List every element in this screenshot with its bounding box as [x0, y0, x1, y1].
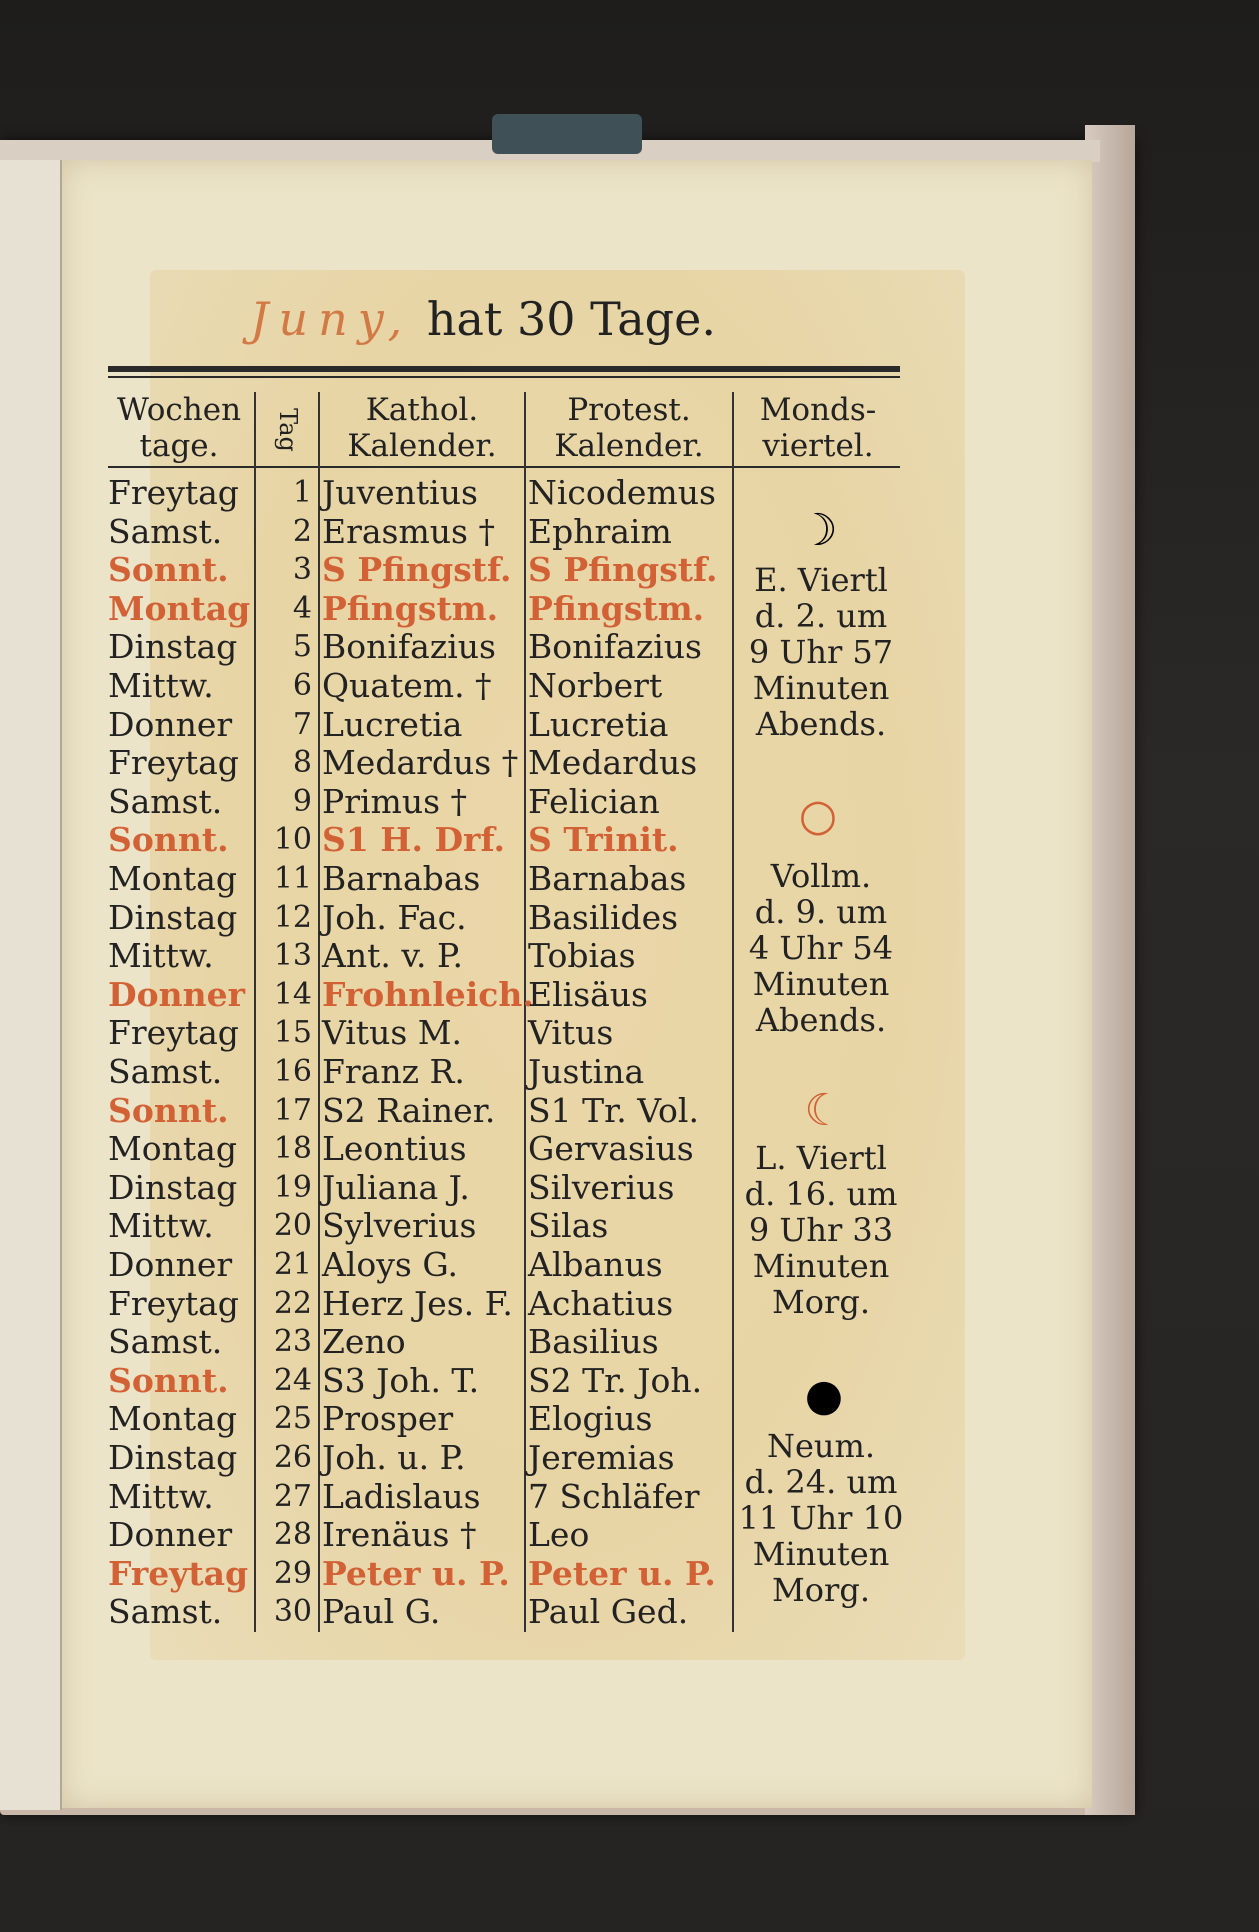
day-number-cell: 29	[273, 1555, 312, 1591]
protestant-feast-cell: Silas	[528, 1206, 609, 1246]
protestant-feast-cell: Peter u. P.	[528, 1553, 716, 1593]
protestant-feast-cell: Elisäus	[528, 974, 648, 1014]
table-row	[0, 744, 1259, 782]
catholic-feast-cell: Vitus M.	[322, 1013, 463, 1053]
catholic-feast-cell: Primus †	[322, 781, 468, 821]
catholic-feast-cell: S3 Joh. T.	[322, 1360, 480, 1400]
day-number-cell: 6	[292, 668, 312, 703]
table-row	[0, 899, 1259, 937]
day-number-cell: 19	[273, 1169, 312, 1205]
protestant-feast-cell: S2 Tr. Joh.	[528, 1360, 703, 1400]
day-number-cell: 5	[292, 629, 312, 665]
table-row	[0, 1169, 1259, 1207]
protestant-feast-cell: Silverius	[528, 1167, 675, 1207]
protestant-feast-cell: Leo	[528, 1515, 590, 1555]
weekday-cell: Freytag	[108, 743, 239, 783]
day-number-cell: 14	[273, 976, 312, 1012]
protestant-feast-cell: Medardus	[528, 743, 698, 783]
protestant-feast-cell: Albanus	[528, 1245, 663, 1284]
protestant-feast-cell: Paul Ged.	[528, 1592, 689, 1632]
table-row	[0, 937, 1259, 975]
first-quarter-text: E. Viertl d. 2. um 9 Uhr 57 Minuten Abends.	[748, 561, 894, 743]
weekday-cell: Sonnt.	[108, 1090, 229, 1130]
day-number-cell: 18	[273, 1131, 312, 1167]
protestant-feast-cell: Basilides	[528, 897, 679, 937]
protestant-feast-cell: Jeremias	[528, 1438, 675, 1477]
weekday-cell: Dinstag	[108, 627, 238, 667]
catholic-feast-cell: S1 H. Drf.	[322, 820, 505, 860]
catholic-feast-cell: Ant. v. P.	[322, 936, 464, 976]
last-quarter-text: L. Viertl d. 16. um 9 Uhr 33 Minuten Morg.	[744, 1139, 898, 1321]
catholic-feast-cell: Medardus †	[322, 743, 519, 783]
protestant-feast-cell: Barnabas	[528, 859, 687, 898]
table-row	[0, 667, 1259, 705]
table-row	[0, 1207, 1259, 1245]
weekday-cell: Sonnt.	[108, 820, 229, 860]
catholic-feast-cell: Frohnleich.	[322, 974, 534, 1014]
table-row	[0, 1478, 1259, 1516]
table-row	[0, 1246, 1259, 1284]
weekday-cell: Montag	[108, 588, 251, 628]
weekday-cell: Sonnt.	[108, 550, 229, 590]
header-moon-phases: Monds- viertel.	[759, 392, 877, 464]
weekday-cell: Dinstag	[108, 1438, 238, 1477]
day-number-cell: 25	[273, 1401, 312, 1437]
protestant-feast-cell: Bonifazius	[528, 627, 702, 667]
day-number-cell: 13	[273, 938, 312, 974]
catholic-feast-cell: Ladislaus	[322, 1476, 481, 1516]
day-number-cell: 2	[292, 513, 312, 549]
table-row	[0, 1555, 1259, 1593]
full-moon-icon: ○	[798, 790, 838, 841]
catholic-feast-cell: Sylverius	[322, 1206, 477, 1246]
weekday-cell: Freytag	[108, 1553, 249, 1593]
catholic-feast-cell: Herz Jes. F.	[322, 1283, 513, 1323]
table-row	[0, 783, 1259, 821]
catholic-feast-cell: Peter u. P.	[322, 1553, 510, 1593]
weekday-cell: Samst.	[108, 1322, 223, 1362]
table-row	[0, 1285, 1259, 1323]
catholic-feast-cell: Joh. Fac.	[322, 897, 467, 937]
day-number-cell: 3	[292, 552, 312, 588]
table-row	[0, 1516, 1259, 1554]
weekday-cell: Samst.	[108, 511, 223, 551]
day-number-cell: 24	[273, 1362, 312, 1398]
protestant-feast-cell: Elogius	[528, 1399, 653, 1439]
header-day-number: Tag	[274, 408, 303, 452]
table-row	[0, 590, 1259, 628]
month-name: Juny,	[250, 292, 413, 346]
table-row	[0, 706, 1259, 744]
protestant-feast-cell: Achatius	[528, 1283, 674, 1323]
protestant-feast-cell: Norbert	[528, 666, 663, 705]
weekday-cell: Donner	[108, 704, 233, 744]
catholic-feast-cell: S Pfingstf.	[322, 550, 512, 590]
catholic-feast-cell: Prosper	[322, 1399, 454, 1439]
weekday-cell: Freytag	[108, 1013, 239, 1053]
protestant-feast-cell: Gervasius	[528, 1129, 694, 1169]
weekday-cell: Mittw.	[108, 1206, 214, 1246]
weekday-cell: Montag	[108, 1129, 237, 1169]
day-number-cell: 10	[273, 822, 312, 858]
catholic-feast-cell: S2 Rainer.	[322, 1090, 496, 1130]
header-weekdays: Wochen tage.	[116, 392, 242, 464]
top-rule-thin	[108, 376, 900, 378]
protestant-feast-cell: Vitus	[528, 1013, 614, 1053]
protestant-feast-cell: Lucretia	[528, 704, 669, 744]
day-number-cell: 8	[292, 745, 312, 781]
protestant-feast-cell: S1 Tr. Vol.	[528, 1090, 699, 1130]
table-row	[0, 1130, 1259, 1168]
new-moon-text: Neum. d. 24. um 11 Uhr 10 Minuten Morg.	[738, 1427, 904, 1609]
table-row	[0, 474, 1259, 512]
catholic-feast-cell: Juliana J.	[322, 1167, 470, 1207]
weekday-cell: Mittw.	[108, 1476, 214, 1516]
protestant-feast-cell: Felician	[528, 781, 660, 821]
catholic-feast-cell: Zeno	[322, 1322, 406, 1362]
day-number-cell: 21	[273, 1247, 312, 1282]
weekday-cell: Donner	[108, 974, 245, 1014]
header-protestant: Protest. Kalender.	[554, 392, 704, 464]
protestant-feast-cell: Tobias	[528, 936, 636, 976]
table-row	[0, 1439, 1259, 1477]
day-number-cell: 11	[273, 861, 312, 896]
day-number-cell: 22	[273, 1285, 312, 1321]
catholic-feast-cell: Pfingstm.	[322, 588, 499, 628]
protestant-feast-cell: Justina	[528, 1052, 645, 1091]
catholic-feast-cell: Paul G.	[322, 1592, 441, 1632]
table-row	[0, 1362, 1259, 1400]
weekday-cell: Sonnt.	[108, 1360, 229, 1400]
new-moon-icon: ●	[804, 1370, 844, 1421]
weekday-cell: Mittw.	[108, 936, 214, 976]
day-number-cell: 30	[273, 1594, 312, 1630]
catholic-feast-cell: Lucretia	[322, 704, 463, 744]
last-quarter-icon: ☾	[804, 1085, 844, 1136]
weekday-cell: Montag	[108, 1399, 237, 1439]
protestant-feast-cell: Pfingstm.	[528, 588, 705, 628]
protestant-feast-cell: S Pfingstf.	[528, 550, 718, 590]
day-number-cell: 20	[273, 1208, 312, 1244]
catholic-feast-cell: Franz R.	[322, 1052, 465, 1091]
day-number-cell: 27	[273, 1478, 312, 1514]
table-row	[0, 976, 1259, 1014]
weekday-cell: Samst.	[108, 1052, 223, 1091]
weekday-cell: Donner	[108, 1515, 233, 1555]
table-row	[0, 551, 1259, 589]
day-number-cell: 1	[292, 475, 312, 510]
day-number-cell: 9	[292, 783, 312, 819]
weekday-cell: Mittw.	[108, 666, 214, 705]
catholic-feast-cell: Barnabas	[322, 859, 481, 898]
protestant-feast-cell: Nicodemus	[528, 473, 716, 512]
table-row	[0, 1400, 1259, 1438]
catholic-feast-cell: Leontius	[322, 1129, 467, 1169]
full-moon-text: Vollm. d. 9. um 4 Uhr 54 Minuten Abends.	[748, 857, 894, 1039]
top-rule-thick	[108, 366, 900, 372]
catholic-feast-cell: Juventius	[322, 473, 478, 512]
protestant-feast-cell: 7 Schläfer	[528, 1476, 700, 1516]
table-row	[0, 628, 1259, 666]
weekday-cell: Freytag	[108, 473, 239, 512]
weekday-cell: Dinstag	[108, 897, 238, 937]
first-quarter-icon: ☽	[798, 505, 838, 556]
table-row	[0, 1323, 1259, 1361]
day-number-cell: 12	[273, 899, 312, 935]
catholic-feast-cell: Irenäus †	[322, 1515, 477, 1555]
page-title	[250, 292, 850, 352]
day-number-cell: 23	[273, 1324, 312, 1360]
day-number-cell: 26	[273, 1440, 312, 1475]
binding-tab	[492, 114, 642, 154]
table-row	[0, 821, 1259, 859]
table-row	[0, 513, 1259, 551]
weekday-cell: Dinstag	[108, 1167, 238, 1207]
day-number-cell: 7	[292, 706, 312, 742]
table-row	[0, 860, 1259, 898]
day-number-cell: 28	[273, 1517, 312, 1553]
header-catholic: Kathol. Kalender.	[347, 392, 497, 464]
table-row	[0, 1053, 1259, 1091]
header-rule	[108, 466, 900, 468]
catholic-feast-cell: Erasmus †	[322, 511, 495, 551]
month-days-count: hat 30 Tage.	[426, 292, 716, 346]
table-row	[0, 1014, 1259, 1052]
protestant-feast-cell: S Trinit.	[528, 820, 679, 860]
day-number-cell: 4	[292, 590, 312, 626]
catholic-feast-cell: Bonifazius	[322, 627, 496, 667]
table-row	[0, 1092, 1259, 1130]
weekday-cell: Donner	[108, 1245, 233, 1284]
catholic-feast-cell: Aloys G.	[322, 1245, 458, 1284]
weekday-cell: Freytag	[108, 1283, 239, 1323]
table-row	[0, 1593, 1259, 1631]
protestant-feast-cell: Basilius	[528, 1322, 659, 1362]
weekday-cell: Montag	[108, 859, 237, 898]
day-number-cell: 15	[273, 1015, 312, 1051]
catholic-feast-cell: Joh. u. P.	[322, 1438, 466, 1477]
weekday-cell: Samst.	[108, 781, 223, 821]
protestant-feast-cell: Ephraim	[528, 511, 672, 551]
day-number-cell: 16	[273, 1054, 312, 1089]
catholic-feast-cell: Quatem. †	[322, 666, 492, 705]
day-number-cell: 17	[273, 1092, 312, 1128]
weekday-cell: Samst.	[108, 1592, 223, 1632]
